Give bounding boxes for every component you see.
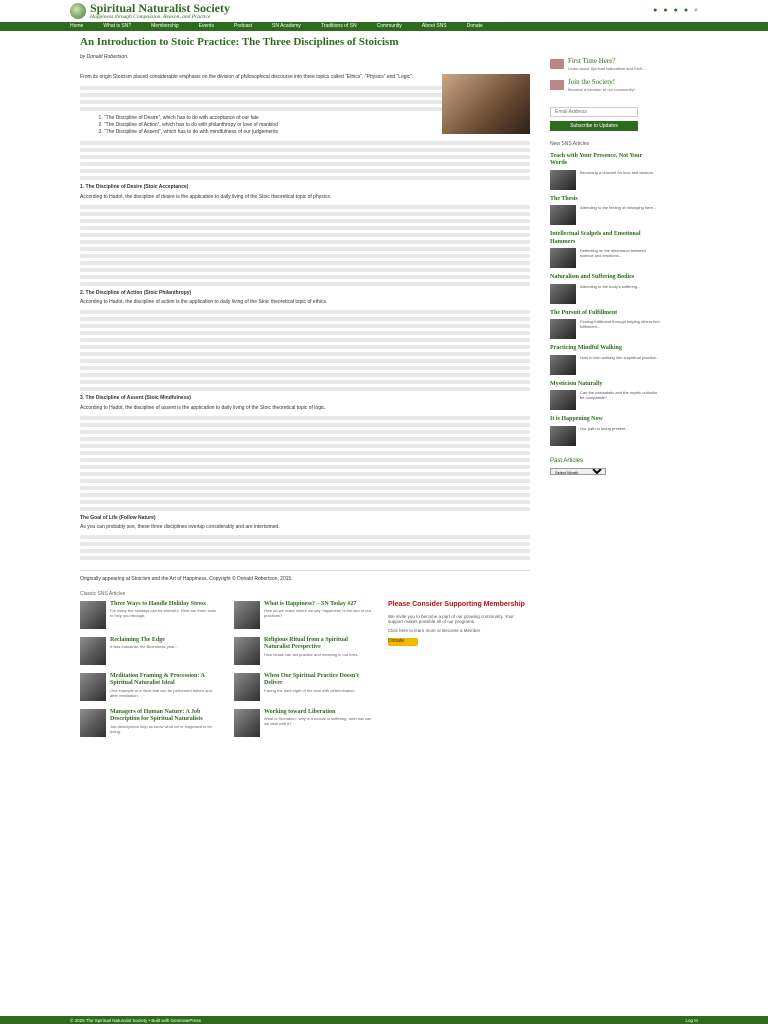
footer-bar [0,1016,768,1024]
rss-icon[interactable]: ● [683,6,689,14]
assent-paragraph: According to Hadot, the discipline of assent is the application to daily living of the Stoic theoretical topic of logic. [80,404,326,411]
new-article-item[interactable]: Naturalism and Suffering Bodies Attending to the body's suffering... [550,274,660,304]
new-article-item[interactable]: It is Happening Now Our path to being present... [550,416,660,446]
new-article-item[interactable]: The Thesis Attending to the feeling of belonging here... [550,196,660,226]
new-article-item[interactable]: Teach with Your Presence, Not Your Words Becoming a channel for love and wisdom. [550,153,660,190]
new-articles-label: New SNS Articles [550,140,590,147]
subscribe-button[interactable]: Subscribe to Updates [550,121,638,131]
page-layout [0,31,768,583]
desire-paragraph: According to Hadot, the discipline of desire is the application to daily living of the Stoic theoretical topic of physics. [80,193,332,200]
past-articles-label: Past Articles [550,457,584,464]
article-title: An Introduction to Stoic Practice: The Three Disciplines of Stoicism [80,36,399,48]
classic-column-1 [80,601,220,745]
donate-button[interactable]: Donate [388,638,418,646]
nav-about[interactable]: About SNS [421,23,447,30]
section-heading-action: 2. The Discipline of Action (Stoic Philanthropy) [80,289,192,296]
article-footer-note: Originally appearing at Stoicism and the Art of Happiness. Copyright © Donald Robertson, 2015. [80,570,530,582]
nav-what-is-sn[interactable]: What is SN? [103,23,132,30]
intro-paragraph: From its origin Stoicism placed considerable emphasis on the division of philosophical discourse into three topics called “Ethics”, “Physics” and “Logic”. [80,74,414,81]
month-select[interactable] [550,468,606,475]
article-byline: by Donald Robertson. [80,54,129,60]
classic-item[interactable]: Three Ways to Handle Holiday Stress For many the holidays can be stressful. Here are three tools to help you through. [80,601,220,629]
nav-podcast[interactable]: Podcast [233,23,253,30]
twitter-icon[interactable]: ● [663,6,668,14]
site-title[interactable]: Spiritual Naturalist Society [90,0,230,15]
social-links [653,7,698,16]
membership-link[interactable]: Click here to learn more or Become a Member [388,627,481,633]
classic-item[interactable]: Reclaiming The Edge It was Industrial, the Bluestreak year... [80,637,220,665]
site-tagline: Happiness through Compassion, Reason, and Practice [90,13,211,20]
membership-title: Please Consider Supporting Membership [388,600,525,608]
membership-text: We invite you to become a part of our growing community. Your support makes possible all of our programs. [388,613,514,625]
list-item: 1. “The Discipline of Desire”, which has to do with acceptance of our fate [104,115,530,121]
join-box[interactable] [550,78,660,92]
youtube-icon[interactable]: ● [673,6,678,14]
membership-box [388,601,528,745]
site-logo[interactable] [70,3,86,19]
new-article-item[interactable]: Mysticism Naturally Can the naturalistic and the mystic outlooks be compatible? [550,381,660,411]
classic-section [80,591,698,745]
nav-membership[interactable]: Membership [151,23,179,30]
first-time-title[interactable]: First Time Here? [568,57,616,65]
classic-label: Classic SNS Articles [80,590,126,597]
nav-events[interactable]: Events [198,23,214,30]
nav-sn-academy[interactable]: SN Academy [272,23,301,30]
login-link[interactable]: Log In [685,1018,698,1023]
classic-item[interactable]: When Our Spiritual Practice Doesn't Deliver Facing the dark night of the soul with determination. [234,673,374,701]
nav-home[interactable]: Home [70,23,84,30]
join-icon [550,80,564,90]
first-time-description: Learn about Spiritual Naturalism and SNS... [568,65,646,71]
footer-copyright: © 2025 The Spiritual Naturalist Society • Built with GeneratePress [70,1018,201,1023]
section-heading-assent: 3. The Discipline of Assent (Stoic Mindfulness) [80,395,191,402]
nav-traditions[interactable]: Traditions of SN [320,23,357,30]
new-article-item[interactable]: Practicing Mindful Walking How to turn walking into a spiritual practice... [550,345,660,375]
site-header [0,0,768,22]
list-item: 2. “The Discipline of Action”, which has to do with philanthropy or love of mankind [104,122,530,128]
classic-item[interactable]: Religious Ritual from a Spiritual Naturalist Perspective How rituals can aid practice and meaning in our lives. [234,637,374,665]
action-paragraph: According to Hadot, the discipline of action is the application to daily living of the Stoic theoretical topic of ethics. [80,299,328,305]
first-time-icon [550,59,564,69]
article-main [80,37,530,583]
main-navigation [0,22,768,31]
classic-column-2 [234,601,374,745]
facebook-icon[interactable]: ● [653,6,658,14]
classic-item[interactable]: Managers of Human Nature: A Job Description for Spiritual Naturalists Job descriptions help us know what we're supposed to be doing. [80,709,220,737]
first-time-box[interactable] [550,57,660,71]
join-description: Become a member of our community! [568,86,635,92]
sidebar [550,37,660,583]
classic-item[interactable]: What is Happiness? – SN Today #27 How do we reach where we say ‘happiness’ is the aim of our practices? [234,601,374,629]
new-article-item[interactable]: The Pursuit of Fulfillment Finding fulfillment through helping others find fulfillment... [550,310,660,340]
classic-item[interactable]: Meditation Framing & Procession: A Spiritual Naturalist Ideal One example of a ritual that can be performed before and after meditation. [80,673,220,701]
nav-donate[interactable]: Donate [466,23,483,30]
search-icon[interactable]: ⌕ [694,6,698,14]
section-heading-desire: 1. The Discipline of Desire (Stoic Acceptance) [80,184,189,191]
classic-item[interactable]: Working toward Liberation What is ‘liberation’, why is it crucial to suffering, and how can we deal with it? [234,709,374,737]
email-field[interactable] [550,107,638,117]
new-article-item[interactable]: Intellectual Scalpels and Emotional Hammers Reflecting on the discussion between science and emotions... [550,231,660,268]
nav-community[interactable]: Community [376,23,402,30]
section-heading-goal: The Goal of Life (Follow Nature) [80,514,156,521]
goal-paragraph: As you can probably see, these three disciplines overlap considerably and are intertwined. [80,524,280,530]
list-item: 3. “The Discipline of Assent”, which has to do with mindfulness of our judgements [104,129,530,135]
article-hero-image [442,74,530,134]
join-title[interactable]: Join the Society! [568,77,616,86]
